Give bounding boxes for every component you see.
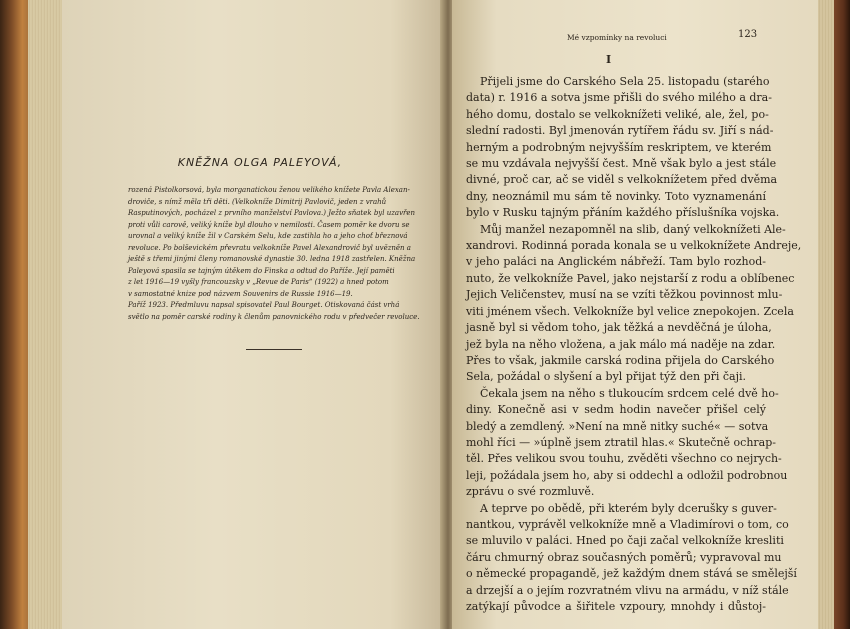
bio-title: KNĚŽNA OLGA PALEYOVÁ,: [177, 156, 343, 169]
text-line: viti jménem všech. Velkokníže byl velice znepokojen. Zcela: [466, 304, 794, 318]
text-line: zatýkají původce a šiřitele vzpoury, mnohdy i důstoj-: [466, 600, 766, 613]
text-line: těl. Přes velikou svou touhu, zvěděti všechno co nejrych-: [466, 452, 782, 466]
text-line: nantkou, vyprávěl velkokníže mně a Vladimírovi o tom, co: [466, 517, 789, 531]
page-number: 123: [738, 29, 758, 40]
text-line: zprávu o své rozmluvě.: [466, 485, 595, 499]
text-line: Přijeli jsme do Carského Sela 25. listopadu (starého: [480, 75, 770, 88]
bio-line: revoluce. Po bolševickém převratu velkokníže Pavel Alexandrovič byl uvězněn a: [128, 243, 411, 252]
text-line: divné, proč car, ač se viděl s velkoknížetem před dvěma: [466, 173, 778, 187]
text-line: se mu vzdávala nejvyšší čest. Mně však bylo a jest stále: [466, 157, 777, 171]
bio-line: urovnal a veliký kníže žil v Carském Selu, kde zastihla ho a jeho choť březnová: [128, 232, 408, 240]
text-line: A teprve po obědě, při kterém byly dcerušky s guver-: [480, 501, 777, 515]
text-line: v jeho paláci na Anglickém nábřeží. Tam bylo rozhod-: [466, 255, 766, 269]
text-line: o německé propagandě, jež každým dnem stává se smělejší: [466, 567, 797, 581]
text-line: Přes to však, jakmile carská rodina přijela do Carského: [466, 353, 775, 367]
text-line: xandrovi. Rodinná porada konala se u velkoknížete Andreje,: [466, 239, 802, 253]
text-line: jež byla na něho vložena, a jak málo má naděje na zdar.: [466, 337, 776, 351]
bio-line: proti vůli carově, veliký kníže byl dlouho v nemilosti. Časem poměr ke dvoru se: [128, 220, 410, 229]
bio-paragraph: [128, 185, 434, 323]
text-line: Sela, požádal o slyšení a byl přijat týž den při čaji.: [466, 370, 747, 384]
text-line: herným a podrobným nejvyšším reskriptem, ve kterém: [466, 140, 772, 154]
text-line: bledý a zemdlený. »Není na mně nitky suché« — sotva: [466, 419, 769, 433]
bio-line: ještě s třemi jinými členy romanovské dynastie 30. ledna 1918 zastřelen. Kněžna: [128, 255, 416, 263]
text-line: a drzejší a o jejím rozvratném vlivu na armádu, v níž stále: [466, 583, 789, 597]
bio-line: droviče, s nímž měla tři děti. (Velkokníže Dimitrij Pavlovič, jeden z vrahů: [128, 197, 387, 206]
text-line: nuto, že velkokníže Pavel, jako nejstarší z rodu a oblíbenec: [466, 271, 795, 285]
running-head: Mé vzpomínky na revoluci: [567, 33, 667, 42]
bio-line: v samostatné knize pod názvem Souvenirs de Russie 1916—19.: [128, 289, 353, 298]
text-line: Jejich Veličenstev, musí na se vzíti těžkou povinnost mlu-: [466, 288, 783, 302]
text-line: slední radosti. Byl jmenován rytířem řádu sv. Jiří s nád-: [466, 124, 774, 138]
text-line: se mluvilo v paláci. Hned po čaji začal velkokníže kresliti: [466, 534, 784, 548]
text-line: leji, požádala jsem ho, aby si oddechl a odložil podrobnou: [466, 468, 788, 482]
text-line: mohl říci — »úplně jsem ztratil hlas.« Skutečně ochrap-: [466, 435, 776, 449]
chapter-number: I: [606, 53, 612, 66]
bio-line: Rasputinových, pocházel z prvního manželství Pavlova.) Ježto sňatek byl uzavřen: [128, 209, 416, 217]
text-line: hého domu, dostalo se velkoknížeti veliké, ale, žel, po-: [466, 107, 769, 121]
body-text: [466, 74, 802, 615]
bio-line: Paříž 1923. Předmluvu napsal spisovatel Paul Bourget. Otiskovaná část vrhá: [128, 301, 400, 309]
text-line: jasně byl si vědom toho, jak těžká a nevděčná je úloha,: [466, 321, 772, 335]
bio-line: světlo na poměr carské rodiny k členům panovnického rodu v předvečer revoluce.: [128, 312, 420, 321]
bio-line: rozená Pistolkorsová, byla morganatickou ženou velikého knížete Pavla Alexan-: [128, 186, 410, 194]
text-line: diny. Konečně asi v sedm hodin navečer přišel celý: [466, 403, 766, 417]
bio-line: z let 1916—19 vyšly francouzsky v „Revue de Paris“ (1922) a hned potom: [128, 278, 389, 286]
text-line: čáru chmurný obraz současných poměrů; vypravoval mu: [466, 550, 782, 564]
text-line: bylo v Rusku tajným přáním každého příslušníka vojska.: [466, 206, 780, 220]
book-cover-right: [834, 0, 850, 629]
text-line: data) r. 1916 a sotva jsme přišli do svého milého a dra-: [466, 91, 772, 105]
section-divider: [246, 349, 302, 350]
text-line: Čekala jsem na něho s tlukoucím srdcem celé dvě ho-: [480, 386, 779, 400]
bio-line: Paleyová spasila se tajným útěkem do Finska a odtud do Paříže. Její paměti: [128, 266, 395, 275]
text-line: dny, neoznámil mu sám tě novinky. Toto vyznamenání: [466, 189, 766, 203]
text-line: Můj manžel nezapomněl na slib, daný velkoknížeti Ale-: [480, 222, 786, 236]
